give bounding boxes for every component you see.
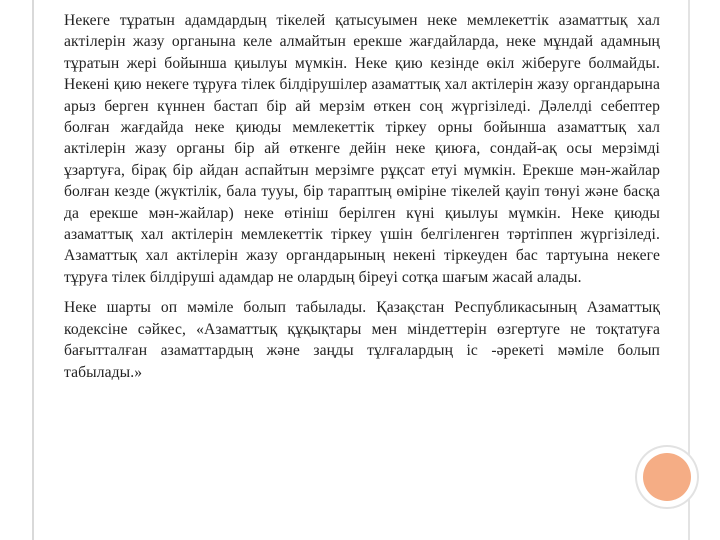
paragraph-marriage-contract: Неке шарты оп мәміле болып табылады. Қазақстан Республикасының Азаматтық кодексіне сәйкес, «Азаматтық құқықтары мен міндеттерін өзгертуге не тоқтатуға бағытталған азаматтардың және заңды тұлғалардың іс -әрекеті мәміле болып табылады.» — [64, 299, 660, 381]
right-decorative-rule — [688, 0, 690, 540]
paragraph-marriage-registration: Некеге тұратын адамдардың тікелей қатысуымен неке мемлекеттік азаматтық хал актілерін жазу органына келе алмайтын ерекше жағдайларда, неке мұндай адамның тұратын жері бойынша қиылуы мүмкін. Неке қию кезінде өкіл жіберуге болмайды. Некені қию некеге тұруға тілек білдірушілер азаматтық хал актілерін жазу органдарына арыз берген күннен бастап бір ай мерзім өткен соң жүргізіледі. Дәлелді себептер болған жағдайда неке қиюды мемлекеттік тіркеу орны бойынша азаматтық хал актілерін жазу органы бір ай өткенге дейін неке қиюға, сондай-ақ осы мерзімді ұзартуға, бірақ бір айдан аспайтын мерзімге рұқсат етуі мүмкін. Ерекше мән-жайлар болған кезде (жүктілік, бала тууы, бір тараптың өміріне тікелей қауіп төнуі және басқа да ерекше мән-жайлар) неке өтініш берілген күні қиылуы мүмкін. Неке қиюды азаматтық хал актілерін мемлекеттік тіркеу үшін белгіленген тәртіппен жүргізіледі. Азаматтық хал актілерін жазу органдарының некені тіркеуден бас тартуына некеге тұруға тілек білдіруші адамдар не олардың біреуі сотқа шағым жасай алады. — [64, 12, 660, 286]
decorative-circle — [643, 453, 691, 501]
left-decorative-rule — [32, 0, 34, 540]
slide-text-body — [64, 10, 660, 383]
